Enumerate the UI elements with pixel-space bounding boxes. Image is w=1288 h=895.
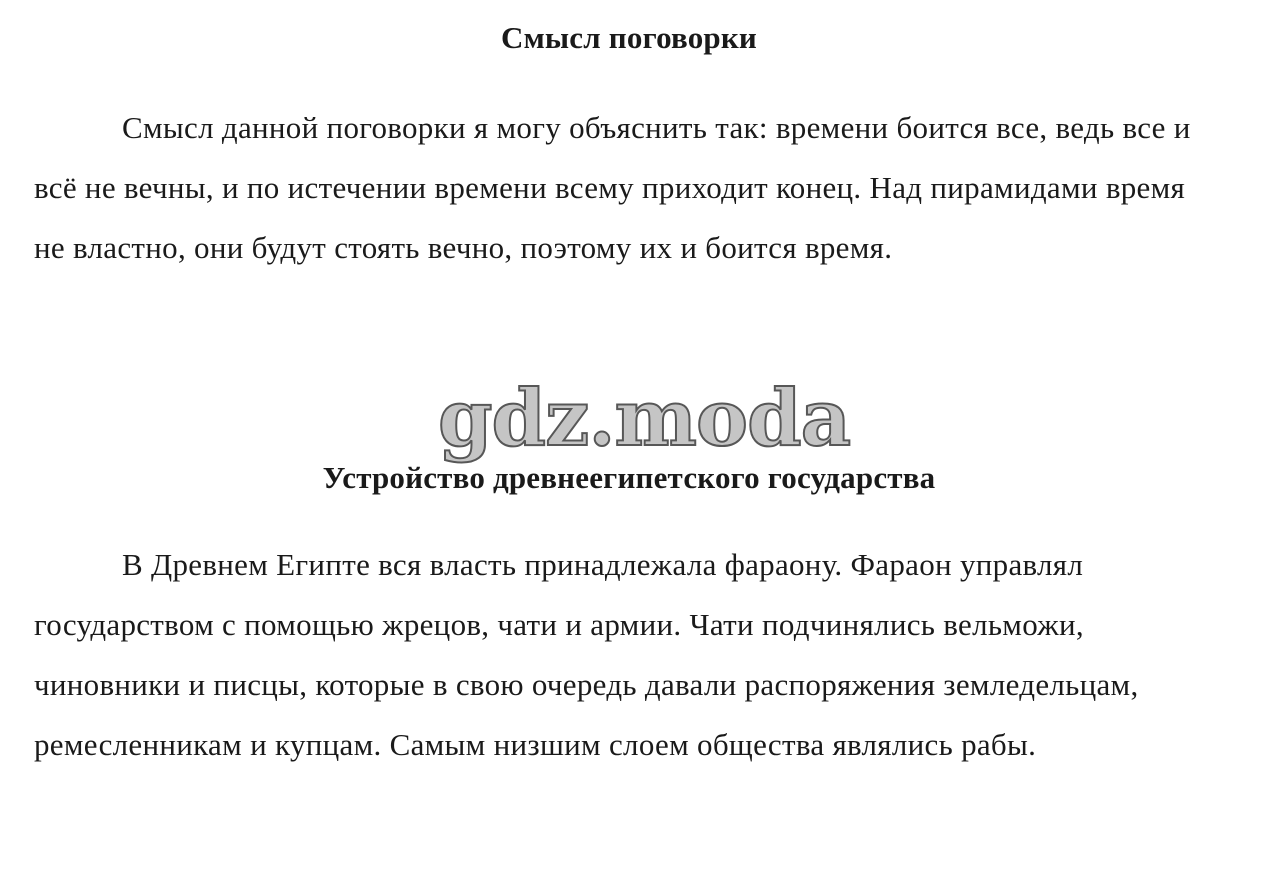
watermark-logo: gdz.moda: [438, 373, 851, 464]
section-2-title: Устройство древнеегипетского государства: [322, 460, 936, 495]
section-1-title: Смысл поговорки: [501, 20, 757, 55]
section-1-paragraph: Смысл данной поговорки я могу объяснить так: времени боится все, ведь все и всё не вечны, и по истечении времени всему приходит конец. Над пирамидами время не властно, они будут стоять вечно, поэтому их и боится время.: [34, 110, 1191, 265]
section-2-paragraph: В Древнем Египте вся власть принадлежала фараону. Фараон управлял государством с помощью жрецов, чати и армии. Чати подчинялись вельможи, чиновники и писцы, которые в свою очередь давали распоряжения земледельцам, ремесленникам и купцам. Самым низшим слоем общества являлись рабы.: [34, 547, 1139, 762]
